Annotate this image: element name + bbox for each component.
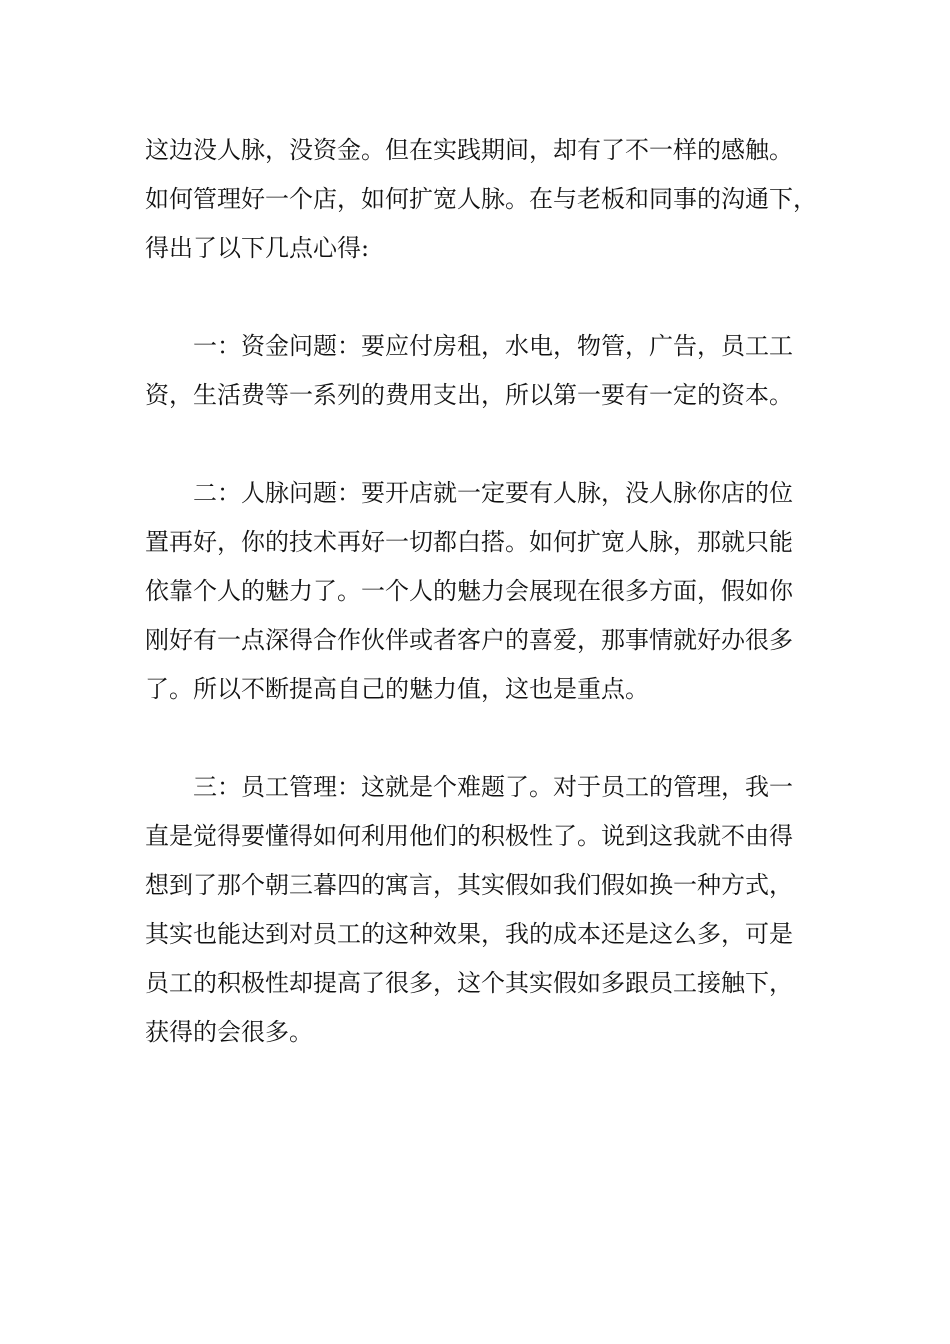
text-line: 了。所以不断提高自己的魅力值，这也是重点。 (145, 675, 649, 703)
text-line: 如何管理好一个店，如何扩宽人脉。在与老板和同事的沟通下， (145, 185, 817, 213)
text-line: 这边没人脉，没资金。但在实践期间，却有了不一样的感触。 (145, 136, 793, 164)
text-line: 依靠个人的魅力了。一个人的魅力会展现在很多方面，假如你 (145, 577, 793, 605)
text-line: 直是觉得要懂得如何利用他们的积极性了。说到这我就不由得 (145, 822, 793, 850)
paragraph-gap (145, 420, 825, 469)
text-line: 其实也能达到对员工的这种效果，我的成本还是这么多，可是 (145, 920, 793, 948)
section-network (145, 469, 825, 714)
paragraph-gap (145, 714, 825, 763)
section-staff-management (145, 763, 825, 1057)
text-line: 刚好有一点深得合作伙伴或者客户的喜爱，那事情就好办很多 (145, 626, 793, 654)
text-line: 一：资金问题：要应付房租，水电，物管，广告，员工工 (193, 332, 793, 360)
text-line: 员工的积极性却提高了很多，这个其实假如多跟员工接触下， (145, 969, 793, 997)
document-body (145, 126, 825, 1057)
text-line: 二：人脉问题：要开店就一定要有人脉，没人脉你店的位 (193, 479, 793, 507)
intro-paragraph (145, 126, 825, 273)
text-line: 三：员工管理：这就是个难题了。对于员工的管理，我一 (193, 773, 793, 801)
text-line: 想到了那个朝三暮四的寓言，其实假如我们假如换一种方式， (145, 871, 793, 899)
text-line: 资，生活费等一系列的费用支出，所以第一要有一定的资本。 (145, 381, 793, 409)
paragraph-gap (145, 273, 825, 322)
text-line: 得出了以下几点心得: (145, 234, 370, 262)
section-funding (145, 322, 825, 420)
text-line: 置再好，你的技术再好一切都白搭。如何扩宽人脉，那就只能 (145, 528, 793, 556)
text-line: 获得的会很多。 (145, 1018, 313, 1046)
